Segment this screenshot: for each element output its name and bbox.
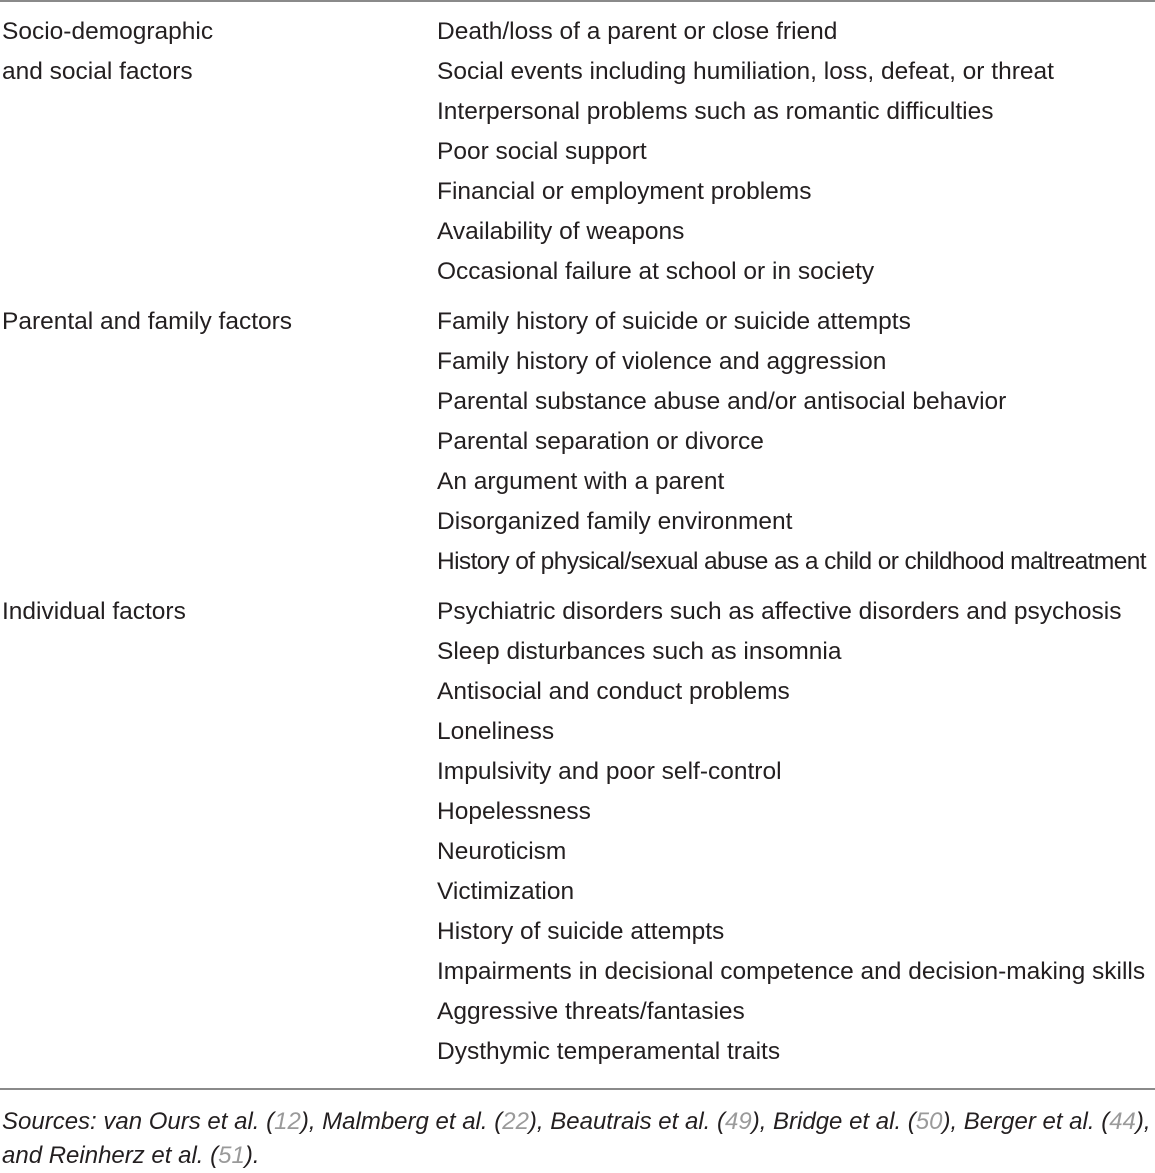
factor-item: An argument with a parent: [437, 468, 725, 495]
factor-item: History of physical/sexual abuse as a child or childhood maltreatment: [437, 548, 1146, 575]
factor-list: [437, 12, 1155, 292]
citation: van Ours et al. (: [103, 1108, 275, 1135]
citation-close: ),: [1135, 1108, 1151, 1135]
citation: Beautrais et al. (: [550, 1108, 725, 1135]
factor-item: Death/loss of a parent or close friend: [437, 18, 838, 45]
citation: Malmberg et al. (: [322, 1108, 503, 1135]
factor-list: [437, 302, 1155, 582]
factor-item: Occasional failure at school or in society: [437, 258, 875, 285]
factor-item: Poor social support: [437, 138, 647, 165]
factor-list: [437, 592, 1155, 1072]
category-cell: [0, 302, 437, 582]
reference-link[interactable]: 51: [218, 1142, 245, 1169]
factor-item: Parental separation or divorce: [437, 428, 764, 455]
category-label: Parental and family factors: [2, 308, 293, 335]
factor-item: Hopelessness: [437, 798, 591, 825]
factor-item: Family history of violence and aggression: [437, 348, 887, 375]
factor-item: Psychiatric disorders such as affective disorders and psychosis: [437, 598, 1122, 625]
factor-item: Sleep disturbances such as insomnia: [437, 638, 842, 665]
reference-link[interactable]: 22: [502, 1108, 529, 1135]
factor-item: Family history of suicide or suicide attempts: [437, 308, 911, 335]
citation: Bridge et al. (: [773, 1108, 916, 1135]
citation-close: ),: [751, 1108, 774, 1135]
factor-item: Social events including humiliation, loss, defeat, or threat: [437, 58, 1054, 85]
factor-item: Neuroticism: [437, 838, 567, 865]
citation-close: ),: [528, 1108, 551, 1135]
reference-link[interactable]: 44: [1109, 1108, 1136, 1135]
table-row: [0, 12, 1155, 292]
factor-item: Disorganized family environment: [437, 508, 793, 535]
citation: and Reinherz et al. (: [2, 1142, 219, 1169]
table-row: [0, 302, 1155, 582]
category-cell: [0, 592, 437, 1072]
factor-item: Aggressive threats/fantasies: [437, 998, 745, 1025]
citation: Berger et al. (: [963, 1108, 1110, 1135]
category-label: and social factors: [2, 58, 193, 85]
factor-item: Availability of weapons: [437, 218, 685, 245]
factor-item: Parental substance abuse and/or antisocial behavior: [437, 388, 1007, 415]
citation-close: ).: [244, 1142, 260, 1169]
factor-item: Dysthymic temperamental traits: [437, 1038, 781, 1065]
reference-link[interactable]: 12: [274, 1108, 301, 1135]
factor-item: Impulsivity and poor self-control: [437, 758, 782, 785]
factor-item: History of suicide attempts: [437, 918, 725, 945]
table-top-rule: [0, 0, 1155, 2]
table-row: [0, 592, 1155, 1072]
factor-item: Financial or employment problems: [437, 178, 812, 205]
category-cell: [0, 12, 437, 292]
category-label: Socio-demographic: [2, 18, 214, 45]
table-footnote-sources: [2, 1105, 1152, 1173]
citation-close: ),: [300, 1108, 323, 1135]
factor-item: Victimization: [437, 878, 575, 905]
table-bottom-rule: [0, 1088, 1155, 1090]
factor-item: Loneliness: [437, 718, 555, 745]
category-label: Individual factors: [2, 598, 186, 625]
factor-item: Impairments in decisional competence and decision-making skills: [437, 958, 1146, 985]
sources-prefix: Sources:: [2, 1108, 104, 1135]
reference-link[interactable]: 49: [725, 1108, 752, 1135]
reference-link[interactable]: 50: [915, 1108, 943, 1135]
factor-item: Antisocial and conduct problems: [437, 678, 790, 705]
citation-close: ),: [942, 1108, 964, 1135]
factor-item: Interpersonal problems such as romantic difficulties: [437, 98, 994, 125]
risk-factors-table: [0, 12, 1155, 1072]
